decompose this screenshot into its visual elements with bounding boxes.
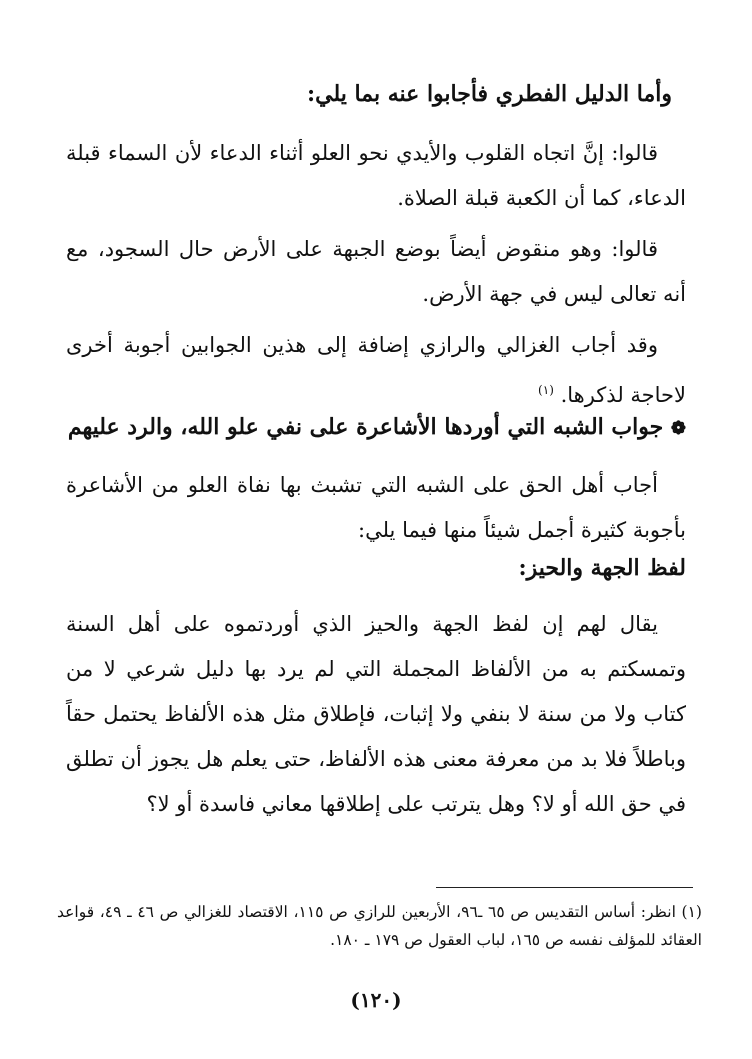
section-title	[66, 405, 686, 451]
footnote-text: (١) انظر: أساس التقديس ص ٦٥ ـ٩٦، الأربعين للرازي ص ١١٥، الاقتصاد للغزالي ص ٤٦ ـ ٤٩، قواعد العقائد للمؤلف نفسه ص ١٦٥، لباب العقول ص ١٧٩ ـ ١٨٠.	[57, 903, 702, 949]
paragraph-4: أجاب أهل الحق على الشبه التي تشبث بها نفاة العلو من الأشاعرة بأجوبة كثيرة أجمل شيئاً منها فيما يلي:	[66, 473, 686, 542]
page-number: (١٢٠)	[350, 988, 402, 1012]
section-title-text: جواب الشبه التي أوردها الأشاعرة على نفي علو الله، والرد عليهم	[67, 414, 664, 440]
heading-jiha: لفظ الجهة والحيز:	[518, 555, 686, 581]
paragraph-1: قالوا: إنَّ اتجاه القلوب والأيدي نحو العلو أثناء الدعاء لأن السماء قبلة الدعاء، كما أن الكعبة قبلة الصلاة.	[66, 141, 686, 210]
paragraph-3	[66, 323, 686, 418]
footnote-reference: (١)	[538, 383, 554, 397]
flower-icon: ❁	[670, 418, 686, 439]
paragraph-3-text: وقد أجاب الغزالي والرازي إضافة إلى هذين الجوابين أجوبة أخرى لاحاجة لذكرها.	[66, 333, 686, 407]
paragraph-2: قالوا: وهو منقوض أيضاً بوضع الجبهة على الأرض حال السجود، مع أنه تعالى ليس في جهة الأرض.	[66, 237, 686, 306]
footnote-divider	[436, 887, 693, 888]
paragraph-5: يقال لهم إن لفظ الجهة والحيز الذي أوردتموه على أهل السنة وتمسكتم به من الألفاظ المجملة التي لم يرد بها دليل شرعي لا من كتاب ولا من سنة لا بنفي ولا إثبات، فإطلاق مثل هذه الألفاظ يحتمل حقاً وباطلاً فلا بد من معرفة معنى هذه الألفاظ، حتى يعلم هل يجوز أن تطلق في حق الله أو لا؟ وهل يترتب على إطلاقها معاني فاسدة أو لا؟	[66, 612, 686, 816]
heading-fitri: وأما الدليل الفطري فأجابوا عنه بما يلي:	[307, 81, 672, 107]
